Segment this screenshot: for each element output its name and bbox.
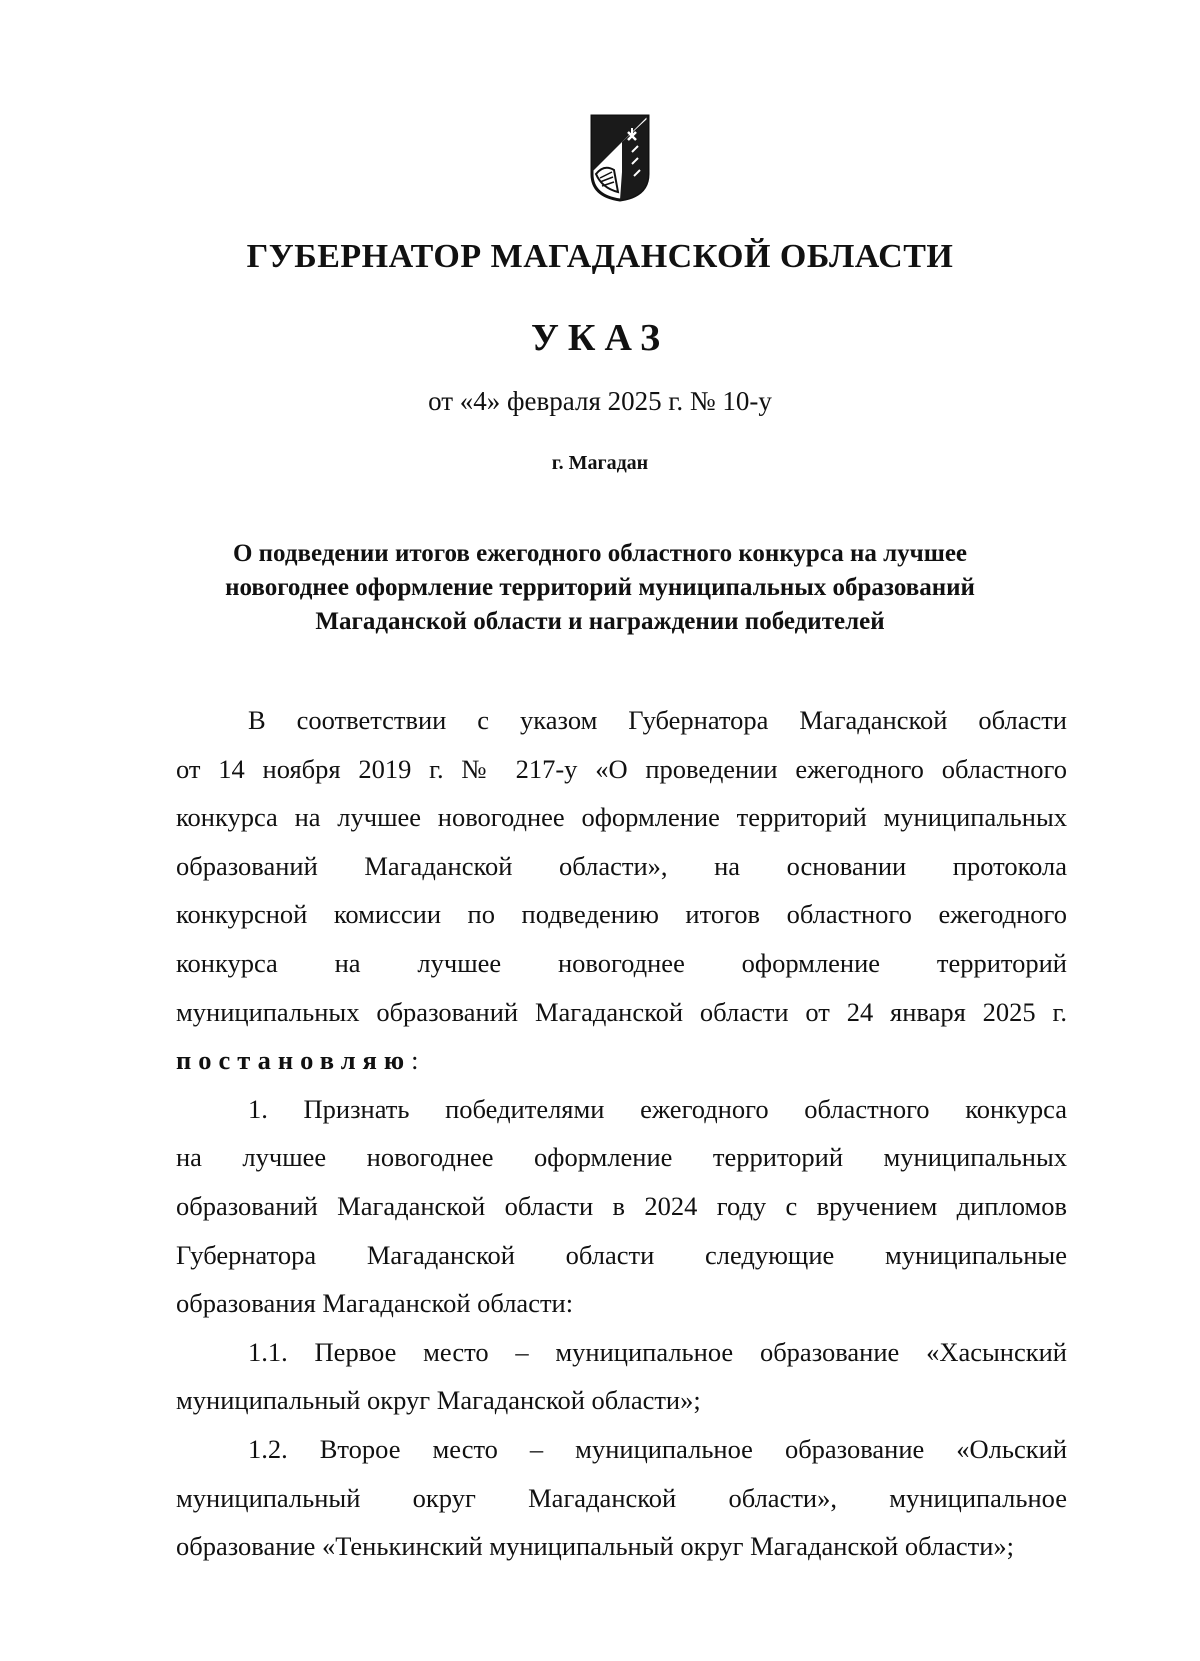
document-body [176, 696, 1067, 1571]
body-line: конкурса на лучшее новогоднее оформление территорий муниципальных [176, 802, 1067, 833]
document-date-number: от «4» февраля 2025 г. № 10-у [428, 386, 772, 416]
document-type: УКАЗ [531, 317, 669, 359]
title-line: О подведении итогов ежегодного областного конкурса на лучшее [232, 540, 968, 567]
coat-of-arms-icon [588, 112, 652, 202]
resolve-word: постановляю [176, 1045, 412, 1076]
authority-heading: ГУБЕРНАТОР МАГАДАНСКОЙ ОБЛАСТИ [246, 238, 954, 275]
body-line: образований Магаданской области», на основании протокола [176, 850, 1067, 881]
resolve-colon: : [411, 1045, 419, 1076]
body-line: муниципальных образований Магаданской области от 24 января 2025 г. [176, 996, 1067, 1027]
body-line: муниципальный округ Магаданской области»; [176, 1385, 701, 1416]
body-line: образование «Тенькинский муниципальный округ Магаданской области»; [176, 1531, 1015, 1562]
body-line: образований Магаданской области в 2024 году с вручением дипломов [176, 1190, 1067, 1221]
body-line: муниципальный округ Магаданской области», муниципальное [176, 1482, 1067, 1513]
body-line: В соответствии с указом Губернатора Магаданской области [248, 705, 1067, 735]
document-title [0, 537, 1200, 639]
body-line: 1. Признать победителями ежегодного областного конкурса [248, 1093, 1067, 1124]
body-line: на лучшее новогоднее оформление территорий муниципальных [176, 1142, 1067, 1173]
body-line: конкурсной комиссии по подведению итогов областного ежегодного [176, 899, 1067, 930]
document-city: г. Магадан [551, 452, 649, 474]
body-line: образования Магаданской области: [176, 1288, 574, 1319]
body-line: от 14 ноября 2019 г. № 217-у «О проведении ежегодного областного [176, 753, 1067, 784]
body-line: конкурса на лучшее новогоднее оформление территорий [176, 947, 1067, 978]
body-line: 1.2. Второе место – муниципальное образование «Ольский [248, 1433, 1067, 1464]
resolve-line [176, 1036, 1067, 1085]
body-line: Губернатора Магаданской области следующие муниципальные [176, 1239, 1067, 1270]
title-line: новогоднее оформление территорий муниципальных образований [225, 574, 975, 601]
title-line: Магаданской области и награждении победителей [315, 608, 885, 635]
body-line: 1.1. Первое место – муниципальное образование «Хасынский [248, 1336, 1067, 1367]
